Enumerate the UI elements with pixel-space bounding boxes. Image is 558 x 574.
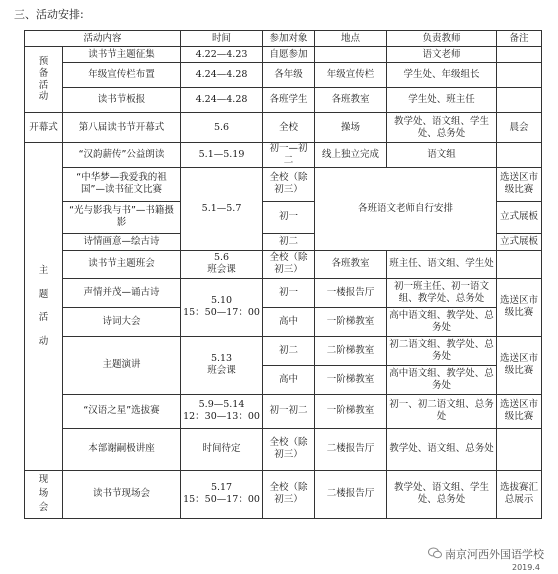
table-row xyxy=(25,113,542,143)
participants-cell: 全校（除初三） xyxy=(263,250,315,278)
place-cell: 一楼报告厅 xyxy=(315,278,387,307)
participants-cell: 全校 xyxy=(263,113,315,143)
teacher-cell: 初一班主任、初一语文组、教学处、总务处 xyxy=(387,278,497,307)
place-cell: 一阶梯教室 xyxy=(315,365,387,394)
document-date: 2019.4 xyxy=(512,563,540,572)
note-cell: 选送区市级比赛 xyxy=(497,336,542,394)
place-cell: 一阶梯教室 xyxy=(315,394,387,428)
note-cell xyxy=(497,143,542,168)
time-cell: 5.1—5.7 xyxy=(181,167,263,250)
schedule-table xyxy=(24,30,542,519)
participants-cell: 初一—初二 xyxy=(263,143,315,168)
teacher-cell: 教学处、语文组、学生处、总务处 xyxy=(387,113,497,143)
watermark-text: 南京河西外国语学校 xyxy=(445,548,544,561)
participants-cell: 初一 xyxy=(263,278,315,307)
stage-site: 现 场 会 xyxy=(25,470,63,518)
activity-cell: 本部谢嗣极讲座 xyxy=(63,428,181,470)
time-cell: 4.24—4.28 xyxy=(181,88,263,113)
activity-cell: 第八届读书节开幕式 xyxy=(63,113,181,143)
table-row xyxy=(25,307,542,336)
activity-cell: 读书节主题班会 xyxy=(63,250,181,278)
note-cell xyxy=(497,88,542,113)
place-cell: 二楼报告厅 xyxy=(315,470,387,518)
note-cell: 立式展板 xyxy=(497,201,542,233)
teacher-cell: 高中语文组、教学处、总务处 xyxy=(387,365,497,394)
teacher-cell: 教学处、语文组、总务处 xyxy=(387,428,497,470)
wechat-icon xyxy=(428,547,442,562)
note-cell: 选送区市级比赛 xyxy=(497,167,542,201)
place-cell: 年级宣传栏 xyxy=(315,63,387,88)
place-cell xyxy=(315,47,387,63)
teacher-cell: 初二语文组、教学处、总务处 xyxy=(387,336,497,365)
section-heading: 三、活动安排: xyxy=(14,8,84,21)
note-cell: 选拔赛汇总展示 xyxy=(497,470,542,518)
col-place: 地点 xyxy=(315,31,387,47)
activity-cell: 读书节现场会 xyxy=(63,470,181,518)
stage-main: 主 题 活 动 xyxy=(25,143,63,471)
activity-cell: 主题演讲 xyxy=(63,336,181,394)
time-cell: 5.1—5.19 xyxy=(181,143,263,168)
place-cell: 各班教室 xyxy=(315,250,387,278)
participants-cell: 全校（除初三） xyxy=(263,428,315,470)
note-cell xyxy=(497,63,542,88)
participants-cell: 高中 xyxy=(263,307,315,336)
teacher-cell: 高中语文组、教学处、总务处 xyxy=(387,307,497,336)
participants-cell: 初二 xyxy=(263,233,315,250)
time-cell: 5.6 班会课 xyxy=(181,250,263,278)
time-cell: 4.24—4.28 xyxy=(181,63,263,88)
col-participants: 参加对象 xyxy=(263,31,315,47)
table-row xyxy=(25,88,542,113)
activity-cell: 读书节主题征集 xyxy=(63,47,181,63)
table-row xyxy=(25,250,542,278)
teacher-cell: 初一、初二语文组、总务处 xyxy=(387,394,497,428)
note-cell: 选送区市级比赛 xyxy=(497,394,542,428)
time-cell: 4.22—4.23 xyxy=(181,47,263,63)
participants-cell: 初一 xyxy=(263,201,315,233)
participants-cell: 全校（除初三） xyxy=(263,167,315,201)
participants-cell: 初二 xyxy=(263,336,315,365)
note-cell xyxy=(497,250,542,278)
activity-cell: 读书节板报 xyxy=(63,88,181,113)
place-cell: 操场 xyxy=(315,113,387,143)
stage-opening: 开幕式 xyxy=(25,113,63,143)
table-row xyxy=(25,336,542,365)
col-teacher: 负责教师 xyxy=(387,31,497,47)
teacher-cell: 各班语文老师自行安排 xyxy=(315,167,497,250)
place-cell: 线上独立完成 xyxy=(315,143,387,168)
note-cell xyxy=(497,47,542,63)
teacher-cell: 学生处、年级组长 xyxy=(387,63,497,88)
teacher-cell: 语文组 xyxy=(387,143,497,168)
time-cell: 5.17 15：50—17：00 xyxy=(181,470,263,518)
participants-cell: 自愿参加 xyxy=(263,47,315,63)
activity-cell: “中华梦—我爱我的祖国”—读书征文比赛 xyxy=(63,167,181,201)
place-cell: 二阶梯教室 xyxy=(315,336,387,365)
place-cell: 二楼报告厅 xyxy=(315,428,387,470)
table-row xyxy=(25,428,542,470)
col-time: 时间 xyxy=(181,31,263,47)
col-note: 备注 xyxy=(497,31,542,47)
table-row xyxy=(25,63,542,88)
time-cell: 时间待定 xyxy=(181,428,263,470)
note-cell xyxy=(497,428,542,470)
place-cell: 一阶梯教室 xyxy=(315,307,387,336)
time-cell: 5.13 班会课 xyxy=(181,336,263,394)
participants-cell: 初一初二 xyxy=(263,394,315,428)
participants-cell: 高中 xyxy=(263,365,315,394)
note-cell: 晨会 xyxy=(497,113,542,143)
table-row xyxy=(25,143,542,168)
table-row xyxy=(25,394,542,428)
participants-cell: 各班学生 xyxy=(263,88,315,113)
time-cell: 5.10 15：50—17：00 xyxy=(181,278,263,336)
table-row xyxy=(25,167,542,201)
note-cell: 选送区市级比赛 xyxy=(497,278,542,336)
stage-prep: 预 备 活 动 xyxy=(25,47,63,113)
table-row xyxy=(25,470,542,518)
teacher-cell: 语文老师 xyxy=(387,47,497,63)
activity-cell: “汉韵薪传”公益朗读 xyxy=(63,143,181,168)
activity-cell: “光与影我与书”—书籍摄影 xyxy=(63,201,181,233)
note-cell: 立式展板 xyxy=(497,233,542,250)
time-cell: 5.9—5.14 12：30—13：00 xyxy=(181,394,263,428)
time-cell: 5.6 xyxy=(181,113,263,143)
activity-cell: 年级宣传栏布置 xyxy=(63,63,181,88)
watermark xyxy=(428,546,544,562)
participants-cell: 各年级 xyxy=(263,63,315,88)
activity-cell: 诗词大会 xyxy=(63,307,181,336)
participants-cell: 全校（除初三） xyxy=(263,470,315,518)
table-header-row xyxy=(25,31,542,47)
table-row xyxy=(25,278,542,307)
col-activity: 活动内容 xyxy=(25,31,181,47)
teacher-cell: 教学处、语文组、学生处、总务处 xyxy=(387,470,497,518)
activity-cell: 诗情画意—绘古诗 xyxy=(63,233,181,250)
activity-cell: 声情并茂—诵古诗 xyxy=(63,278,181,307)
teacher-cell: 学生处、班主任 xyxy=(387,88,497,113)
place-cell: 各班教室 xyxy=(315,88,387,113)
activity-cell: “汉语之星”选拔赛 xyxy=(63,394,181,428)
teacher-cell: 班主任、语文组、学生处 xyxy=(387,250,497,278)
table-row xyxy=(25,47,542,63)
